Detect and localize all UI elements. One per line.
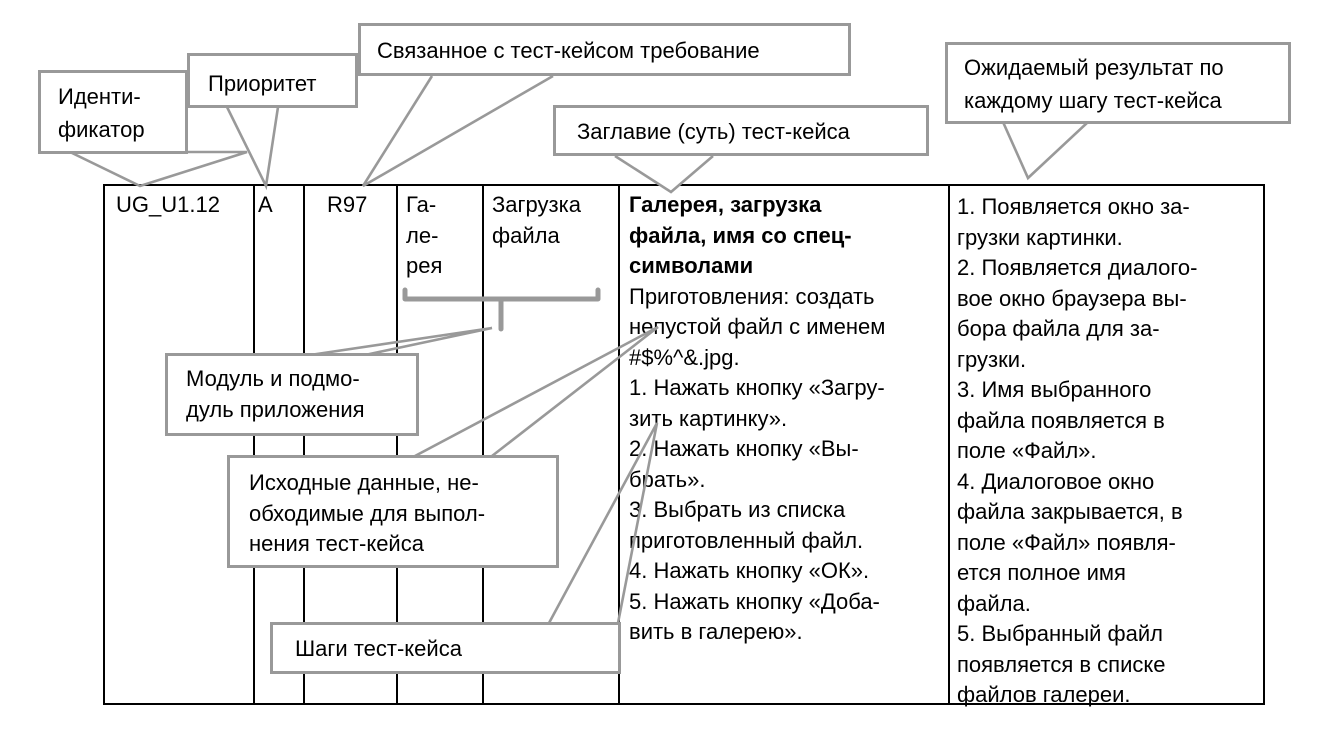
title-leader-line xyxy=(615,156,713,192)
input-data-leader-line xyxy=(415,327,658,456)
callout-input-data: Исходные данные, не- обходимые для выпол- нения тест-кейса xyxy=(227,455,559,568)
callout-title: Заглавие (суть) тест-кейса xyxy=(553,105,929,156)
callout-priority: Приоритет xyxy=(187,53,358,108)
callout-requirement: Связанное с тест-кейсом требование xyxy=(358,23,851,76)
identifier-leader-line xyxy=(70,152,247,186)
callout-identifier: Иденти- фикатор xyxy=(38,70,188,154)
cell-priority: A xyxy=(258,192,273,217)
cell-module: Га- ле- рея xyxy=(406,192,443,278)
requirement-leader-line xyxy=(363,76,553,186)
test-case-steps-text: Приготовления: создать непустой файл с именем #$%^&.jpg. 1. Нажать кнопку «Загру- зить картинку». 2. Нажать кнопку «Вы- брать». 3. Выбрать из списка приготовленный файл. 4. Нажать кнопку «ОК». 5. Нажать кнопку «Доба- вить в галерею». xyxy=(629,283,886,644)
expected-result-leader-line xyxy=(1003,122,1088,178)
callout-expected-result: Ожидаемый результат по каждому шагу тест-кейса xyxy=(945,42,1291,124)
cell-expected-results: 1. Появляется окно за- грузки картинки. 2. Появляется диалого- вое окно браузера вы- бора файла для за- грузки. 3. Имя выбранного файла появляется в поле «Файл». 4. Диалоговое окно файла закрывается, в поле «Файл» появля- ется полное имя файла. 5. Выбранный файл появляется в списке файлов галереи. xyxy=(957,194,1198,707)
module-leader-line xyxy=(310,328,492,355)
callout-module: Модуль и подмо- дуль приложения xyxy=(165,353,419,436)
module-brace-icon xyxy=(405,290,598,329)
callout-steps: Шаги тест-кейса xyxy=(270,622,621,674)
cell-id: UG_U1.12 xyxy=(116,192,220,217)
cell-submodule: Загрузка файла xyxy=(492,192,581,248)
test-case-title-text: Галерея, загрузка файла, имя со спец- символами xyxy=(629,192,852,278)
steps-leader-line xyxy=(549,423,657,623)
cell-requirement: R97 xyxy=(327,192,368,217)
priority-leader-line xyxy=(227,107,278,186)
